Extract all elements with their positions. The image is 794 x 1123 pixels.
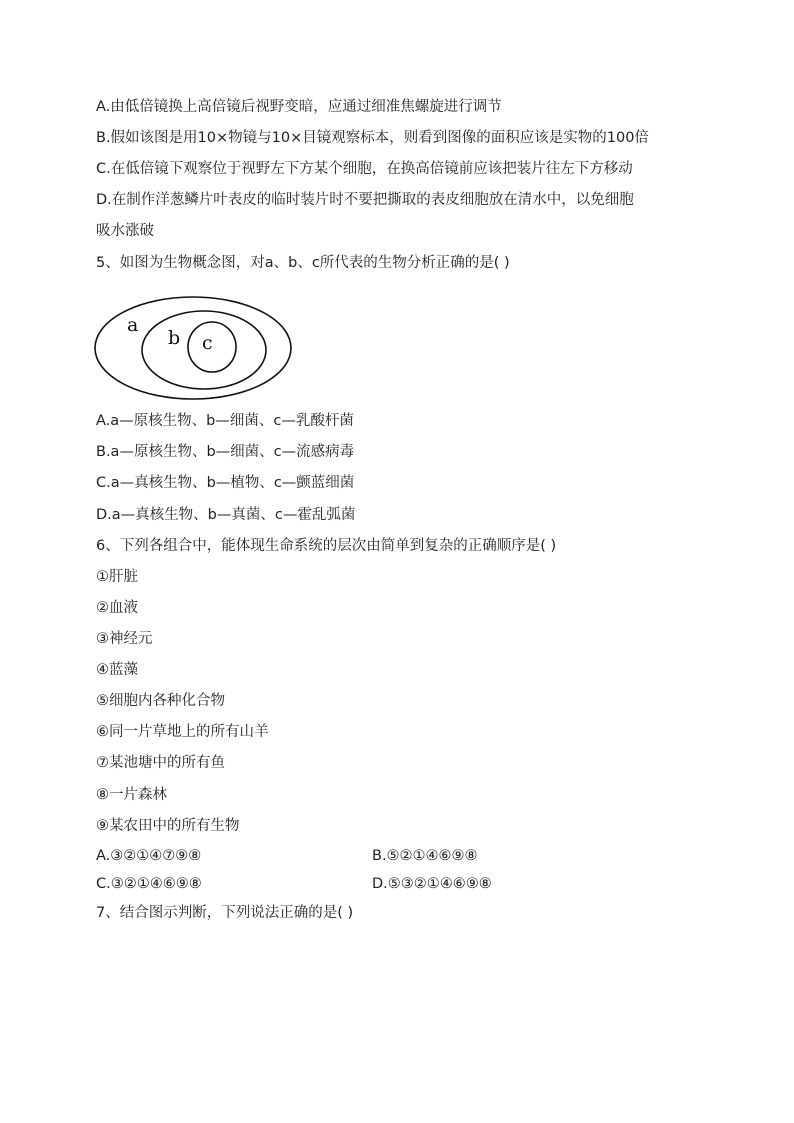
q4-option-a: A.由低倍镜换上高倍镜后视野变暗，应通过细准焦螺旋进行调节 (96, 99, 502, 115)
venn-label-c: c (202, 332, 213, 354)
q6-item-5: ⑤细胞内各种化合物 (96, 693, 225, 709)
q6-item-2: ②血液 (96, 600, 138, 616)
venn-label-b: b (168, 327, 181, 349)
q6-item-6: ⑥同一片草地上的所有山羊 (96, 724, 269, 740)
venn-label-a: a (127, 314, 139, 336)
concept-venn-diagram (92, 294, 294, 402)
q4-option-c: C.在低倍镜下观察位于视野左下方某个细胞，在换高倍镜前应该把装片往左下方移动 (96, 161, 633, 177)
q4-option-d-continued: 吸水涨破 (96, 223, 154, 239)
q6-item-9: ⑨某农田中的所有生物 (96, 818, 240, 834)
q6-option-b: B.⑤②①④⑥⑨⑧ (372, 848, 478, 864)
q6-item-4: ④蓝藻 (96, 662, 138, 678)
q5-option-c: C.a—真核生物、b—植物、c—颤蓝细菌 (96, 475, 355, 491)
q6-option-a: A.③②①④⑦⑨⑧ (96, 848, 202, 864)
q7-stem: 7、结合图示判断，下列说法正确的是( ) (96, 905, 354, 921)
q6-item-7: ⑦某池塘中的所有鱼 (96, 755, 225, 771)
q5-option-a: A.a—原核生物、b—细菌、c—乳酸杆菌 (96, 413, 354, 429)
q6-item-8: ⑧一片森林 (96, 787, 167, 803)
q4-option-d: D.在制作洋葱鳞片叶表皮的临时装片时不要把撕取的表皮细胞放在清水中，以免细胞 (96, 192, 634, 208)
q6-stem: 6、下列各组合中，能体现生命系统的层次由简单到复杂的正确顺序是( ) (96, 538, 557, 554)
q6-item-1: ①肝脏 (96, 569, 138, 585)
q5-option-d: D.a—真核生物、b—真菌、c—霍乱弧菌 (96, 507, 356, 523)
q6-option-d: D.⑤③②①④⑥⑨⑧ (372, 876, 492, 892)
q5-option-b: B.a—原核生物、b—细菌、c—流感病毒 (96, 444, 355, 460)
q4-option-b: B.假如该图是用10×物镜与10×目镜观察标本，则看到图像的面积应该是实物的100倍 (96, 130, 649, 146)
q6-option-c: C.③②①④⑥⑨⑧ (96, 876, 202, 892)
q6-item-3: ③神经元 (96, 631, 153, 647)
q5-stem: 5、如图为生物概念图，对a、b、c所代表的生物分析正确的是( ) (96, 255, 510, 271)
